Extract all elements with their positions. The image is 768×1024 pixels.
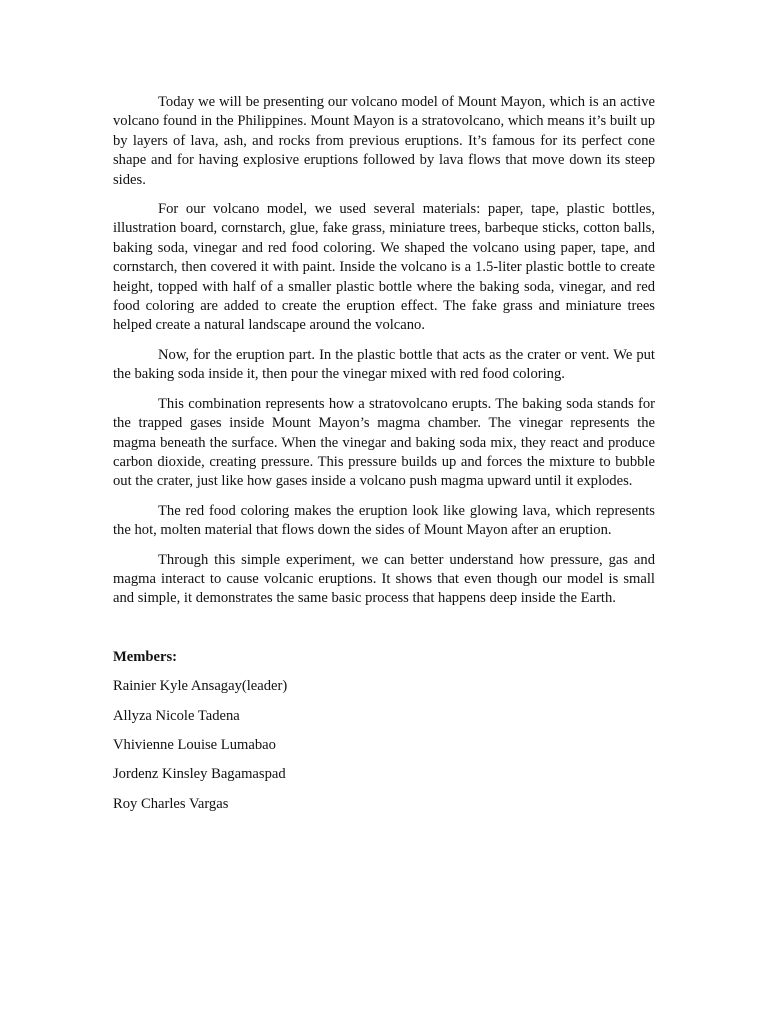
paragraph-materials: For our volcano model, we used several materials: paper, tape, plastic bottles, illustration board, cornstarch, glue, fake grass, miniature trees, barbeque sticks, cotton balls, baking soda, vinegar and red food coloring. We shaped the volcano using paper, tape, and cornstarch, then covered it with paint. Inside the volcano is a 1.5-liter plastic bottle to create height, topped with half of a smaller plastic bottle where the baking soda, vinegar, and red food coloring are added to create the eruption effect. The fake grass and miniature trees helped create a natural landscape around the volcano. <box>113 201 655 334</box>
member-name: Rainier Kyle Ansagay(leader) <box>113 678 288 695</box>
members-section <box>113 648 655 814</box>
paragraph-explanation: This combination represents how a stratovolcano erupts. The baking soda stands for the trapped gases inside Mount Mayon’s magma chamber. The vinegar represents the magma beneath the surface. When the vinegar and baking soda mix, they react and produce carbon dioxide, creating pressure. This pressure builds up and forces the mixture to bubble out the crater, just like how gases inside a volcano push magma upward until it explodes. <box>113 395 655 490</box>
paragraph-eruption: Now, for the eruption part. In the plastic bottle that acts as the crater or vent. We put the baking soda inside it, then pour the vinegar mixed with red food coloring. <box>113 346 655 383</box>
paragraph-lava: The red food coloring makes the eruption look like glowing lava, which represents the hot, molten material that flows down the sides of Mount Mayon after an eruption. <box>113 502 655 539</box>
member-name: Allyza Nicole Tadena <box>113 707 240 724</box>
member-name: Roy Charles Vargas <box>113 795 229 812</box>
paragraph-conclusion: Through this simple experiment, we can better understand how pressure, gas and magma interact to cause volcanic eruptions. It shows that even though our model is small and simple, it demonstrates the same basic process that happens deep inside the Earth. <box>113 551 655 607</box>
member-name: Vhivienne Louise Lumabao <box>113 736 276 753</box>
member-name: Jordenz Kinsley Bagamaspad <box>113 766 286 783</box>
paragraph-intro: Today we will be presenting our volcano model of Mount Mayon, which is an active volcano found in the Philippines. Mount Mayon is a stratovolcano, which means it’s built up by layers of lava, ash, and rocks from previous eruptions. It’s famous for its perfect cone shape and for having explosive eruptions followed by lava flows that move down its steep sides. <box>113 94 655 188</box>
document-body <box>113 93 655 824</box>
members-heading: Members: <box>113 648 178 665</box>
